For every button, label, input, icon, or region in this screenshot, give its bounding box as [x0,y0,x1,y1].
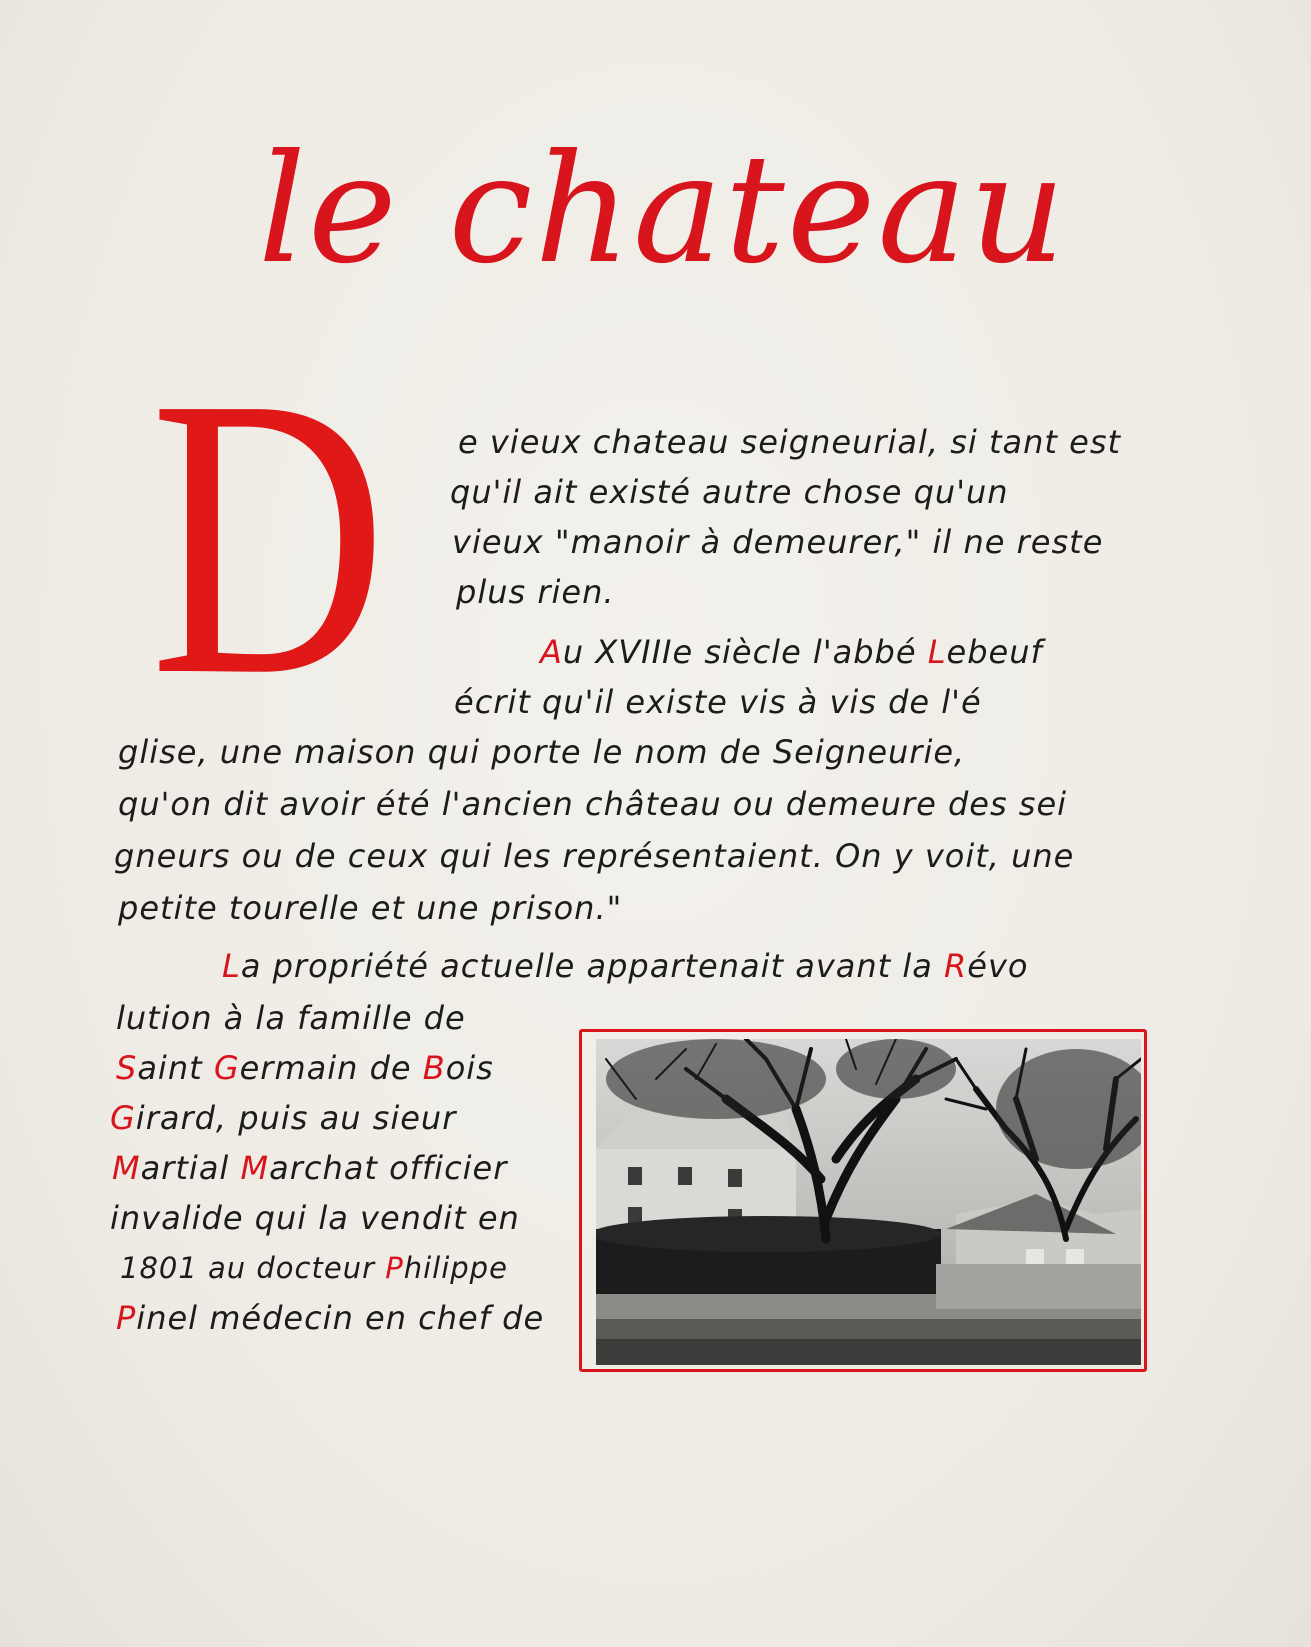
text-line: qu'on dit avoir été l'ancien château ou demeure des sei [118,785,1068,823]
text-line: invalide qui la vendit en [110,1199,520,1237]
red-initial: P [116,1299,137,1337]
text-line: Au XVIIIe siècle l'abbé Lebeuf [540,633,1043,671]
red-initial: A [540,633,563,671]
red-initial: M [240,1149,270,1187]
red-initial: G [213,1049,240,1087]
red-initial: G [110,1099,136,1137]
text-line: Martial Marchat officier [112,1149,508,1187]
red-initial: B [422,1049,446,1087]
text-line: écrit qu'il existe vis à vis de l'é [454,683,982,721]
text-line: petite tourelle et une prison." [118,889,623,927]
text-line: gneurs ou de ceux qui les représentaient. On y voit, une [114,837,1075,875]
text-line: glise, une maison qui porte le nom de Seigneurie, [118,733,966,771]
page-title: le chateau [258,123,1068,297]
text-line: Saint Germain de Bois [116,1049,494,1087]
text-line: lution à la famille de [116,999,466,1037]
text-line: La propriété actuelle appartenait avant la Révo [222,947,1029,985]
chateau-photograph [596,1039,1141,1365]
text-line: Girard, puis au sieur [110,1099,457,1137]
red-initial: R [944,947,968,985]
red-initial: M [112,1149,141,1187]
red-initial: P [385,1251,404,1285]
text-line: Pinel médecin en chef de [116,1299,545,1337]
text-line: qu'il ait existé autre chose qu'un [450,473,1009,511]
text-line: vieux "manoir à demeurer," il ne reste [452,523,1104,561]
text-line: 1801 au docteur Philippe [120,1251,508,1285]
red-initial: L [222,947,241,985]
text-line: plus rien. [456,573,615,611]
photograph-icon [596,1039,1141,1365]
text-line: e vieux chateau seigneurial, si tant est [458,423,1122,461]
drop-cap: D [150,315,387,758]
red-initial: S [116,1049,138,1087]
red-initial: L [927,633,947,671]
